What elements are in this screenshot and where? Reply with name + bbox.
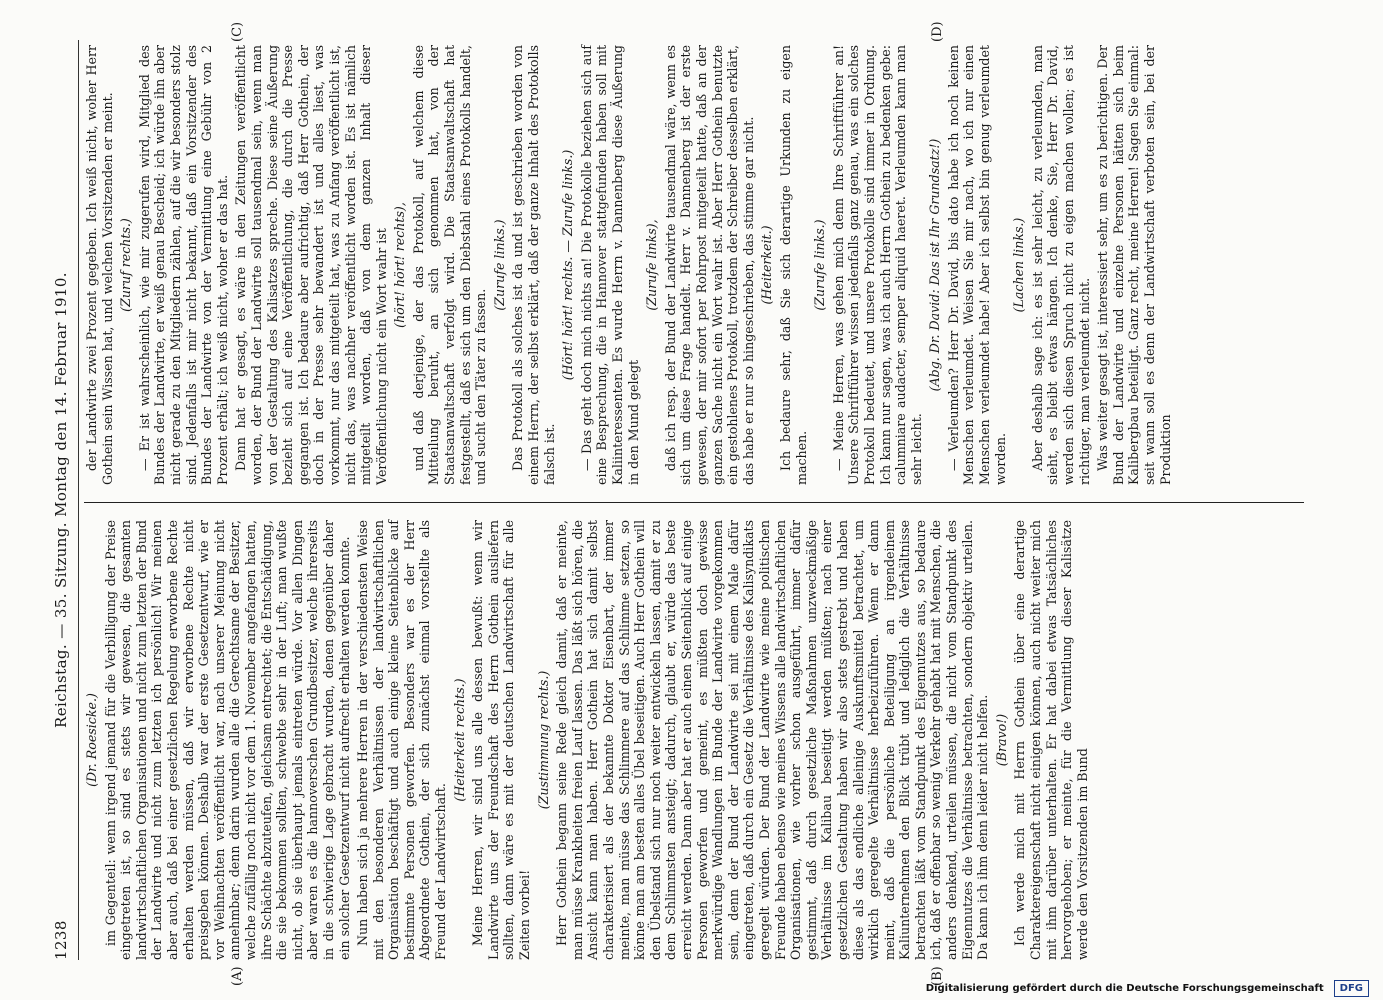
paragraph: daß ich resp. der Bund der Landwirte tausendmal wäre, wenn es sich um diese Frage handelt. Herr v. Dannenberg ist der erste gewesen, der mir sofort per Rohrpost mitgeteilt hatte, daß an der ganzen Sache nicht ein Wort wahr ist. Aber Herr Gothein benutzte ein gestohlenes Protokoll, trotzdem der Schreiber desselben erklärt, das habe er nur so hingeschrieben, das stimme gar nicht. (662, 45, 756, 485)
left-text-column (84, 520, 1304, 960)
interjection: (Abg. Dr. David: Das ist Ihr Grundsatz!) (927, 138, 943, 392)
credit-text: Digitalisierung gefördert durch die Deutsche Forschungsgemeinschaft (925, 982, 1324, 994)
interjection: (Zustimmung rechts.) (535, 670, 551, 810)
margin-letter-b: (B) (930, 966, 945, 986)
interjection: (Bravo!) (993, 713, 1009, 767)
paragraph: Aber deshalb sage ich: es ist sehr leicht, zu verleumden, man sieht, es bleibt etwas hängen. Ich denke, Sie, Herr Dr. David, werden sich diesen Spruch nicht zu eigen machen wollen; es ist richtiger, man verleumdet nicht. (1029, 45, 1092, 485)
paragraph: Ich bedaure sehr, daß Sie sich derartige Urkunden zu eigen machen. (777, 45, 809, 485)
paragraph: und daß derjenige, der das Protokoll, auf welchem diese Mitteilung beruht, an sich genommen hat, von der Staatsanwaltschaft verfolgt wird. Die Staatsanwaltschaft hat festgestellt, daß es sich um den Diebstahl eines Protokolls handelt, und sucht den Täter zu fassen. (410, 45, 489, 485)
paragraph: Dann hat er gesagt, es wäre in den Zeitungen veröffentlicht worden, der Bund der Landwirte soll tausendmal sein, wenn man von der Gestaltung des Kalisatzes spreche. Diese seine Äußerung bezieht sich auf eine Veröffentlichung, die durch die Presse gegangen ist. Ich bedaure aber aufrichtig, daß Herr Gothein, der doch in der Presse sehr bewandert ist und alles liest, was vorkommt, nur das mitgeteilt hat, was zu Anfang veröffentlicht ist, nicht das, was nachher veröffentlicht worden ist. Es ist nämlich mitgeteilt worden, daß von dem ganzen Inhalt dieser Veröffentlichung nicht ein Wort wahr ist (233, 45, 389, 485)
interjection: (Zuruf rechts.) (118, 218, 134, 312)
paragraph: — Verleumden? Herr Dr. David, bis dato habe ich noch keinen Menschen verleumdet. Weisen Sie mir nach, wo ich nur einen Menschen verleumdet habe! Aber ich selbst bin genug verleumdet worden. (945, 45, 1008, 485)
interjection: (Zurufe links.) (812, 219, 828, 311)
interjection: (Heiterkeit.) (759, 225, 775, 305)
margin-letter-c: (C) (230, 21, 245, 42)
paragraph: Herr Gothein begann seine Rede gleich damit, daß er meinte, man müsse Krankheiten freien Lauf lassen. Das läßt sich hören, die Ansicht kann man haben. Herr Gothein hat sich damit selbst charakterisiert als der bekannte Doktor Eisenbart, der immer meinte, man müsse das Schlimmere auf das Schlimme setzen, so könne man am besten alles Übel beseitigen. Auch Herr Gothein will den Übelstand sich nur noch weiter entwickeln lassen, damit er zu dem Schlimmsten ansteigt; dadurch, glaubt er, würde das beste erreicht werden. Dann aber hat er auch einen Seitenblick auf einige Personen geworfen und gemeint, es müßten doch gewisse merkwürdige Wandlungen im Bunde der Landwirte vorgekommen sein, denn der Bund der Landwirte sei mit einem Male dafür eingetreten, daß durch ein Gesetz die Verhältnisse des Kalisyndikats geregelt würden. Der Bund der Landwirte wie meine politischen Freunde haben ebenso wie meines Wissens alle landwirtschaftlichen Organisationen, wie vorher schon ausgeführt, immer dafür gestimmt, daß durch gesetzliche Maßnahmen unzweckmäßige Verhältnisse im Kalibau beseitigt werden müßten; nach einer gesetzlichen Gestaltung haben wir also stets gestrebt und haben diese als das endliche alleinige Auskunftsmittel betrachtet, um wirklich geregelte Verhältnisse herbeizuführen. Wenn er dann meint, daß die persönliche Beteiligung an irgendeinem Kaliunternehmen den Blick trübt und lediglich die Verhältnisse betrachten läßt vom Standpunkt des Eigennutzes aus, so bedaure ich, daß er offenbar so wenig Verkehr gehabt hat mit Menschen, die anders denkend, urteilen müssen, die nicht vom Standpunkt des Eigennutzes die Verhältnisse betrachten, sondern objektiv urteilen. Da kann ich ihm denn leider nicht helfen. (554, 519, 991, 960)
page-title: Reichstag. — 35. Sitzung. Montag den 14. Februar 1910. (52, 272, 70, 728)
digitization-credit (0, 976, 1383, 1000)
header-rule (78, 40, 79, 960)
paragraph: Meine Herren, wir sind uns alle dessen bewußt: wenn wir Landwirte uns der Freundschaft des Herrn Gothein ausliefern sollten, dann wäre es mit der deutschen Landwirtschaft für alle Zeiten vorbei! (470, 520, 533, 960)
dfg-logo: DFG (1334, 980, 1369, 997)
paragraph: Ich werde mich mit Herrn Gothein über eine derartige Charaktereigenschaft nicht einigen können, auch nicht weiter mich mit ihm darüber unterhalten. Er hat dabei etwas Tatsächliches hervorgehoben; er meinte, für die Vermittlung dieser Kalisätze werde den Vorsitzenden im Bund (1012, 520, 1090, 960)
interjection: (Lachen links.) (1011, 217, 1027, 313)
interjection: (Zurufe links), (644, 219, 660, 311)
margin-letter-d: (D) (930, 21, 945, 42)
paragraph: im Gegenteil: wenn irgend jemand für die Verbilligung der Preise eingetreten ist, so sind es stets wir gewesen, die gesamten landwirtschaftlichen Organisationen und nicht zum letzten der Bund der Landwirte und nicht zum letzten ich persönlich! Wir meinen aber auch, daß bei einer gesetzlichen Regelung erworbene Rechte erhalten werden müssen, daß wir erworbene Rechte nicht preisgeben können. Deshalb war der erste Gesetzentwurf, wie er vor Weihnachten veröffentlicht war, nach unserer Meinung nicht annehmbar; denn darin wurden alle die Gerechtsame der Besitzer, welche zufällig noch nicht vor dem 1. November angefangen hatten, ihre Schächte abzuteufen, gleichsam entrechtet; die Entschädigung, die sie bekommen sollten, schwebte sehr in der Luft; man wußte nicht, ob sie überhaupt jemals eintreten würde. Vor allen Dingen aber waren es die hannoverschen Grundbesitzer, welche ihrerseits in die schwierige Lage gebracht wurden, denen gegenüber daher ein solcher Gesetzentwurf nicht aufrecht erhalten werden konnte. (102, 520, 352, 960)
paragraph: Nun haben sich ja mehrere Herren in der verschiedensten Weise mit den besonderen Verhältnissen der landwirtschaftlichen Organisation beschäftigt und auch einige kleine Seitenblicke auf bestimmte Personen geworfen. Besonders war es der Herr Abgeordnete Gothein, der sich zunächst einmal vorstellte als Freund der Landwirtschaft. (355, 520, 449, 960)
paragraph: Was weiter gesagt ist, interessiert sehr, um es zu berichtigen. Der Bund der Landwirte und einzelne Personen hätten sich beim Kalibergbau beteiligt. Ganz recht, meine Herren! Sagen Sie einmal: seit wann soll es denn der Landwirtschaft verboten sein, bei der Produktion (1095, 45, 1173, 485)
paragraph: — Das geht doch mich nichts an! Die Protokolle beziehen sich auf eine Besprechung, die in Hannover stattgefunden haben soll mit Kaliinteressenten. Es wurde Herrn v. Dannenberg diese Äußerung in den Mund gelegt (578, 45, 641, 485)
margin-letter-a: (A) (230, 966, 245, 986)
page-number: 1238 (52, 920, 70, 960)
interjection: (hört! hört! rechts), (392, 202, 408, 328)
page-header (52, 40, 76, 960)
paragraph: der Landwirte zwei Prozent gegeben. Ich weiß nicht, woher Herr Gothein sein Wissen hat, und welchen Vorsitzenden er meint. (84, 45, 115, 485)
paragraph: — Er ist wahrscheinlich, wie mir zugerufen wird, Mitglied des Bundes der Landwirte, er weiß genau Bescheid; ich würde ihn aber nicht gerade zu den Mitgliedern zählen, auf die wir besonders stolz sind. Jedenfalls ist mir nicht bekannt, daß ein Vorsitzender des Bundes der Landwirte von der Vermittlung eine Gebühr von 2 Prozent erhält; ich weiß nicht, woher er das hat. (136, 45, 230, 485)
interjection: (Dr. Roesicke.) (84, 693, 99, 787)
column-divider (84, 502, 1304, 503)
right-text-column (84, 45, 1304, 485)
paragraph: Das Protokoll als solches ist da und ist geschrieben worden von einem Herrn, der selbst erklärt, daß der ganze Inhalt des Protokolls falsch ist. (510, 45, 557, 485)
interjection: (Zurufe links.) (491, 219, 507, 311)
interjection: (Hört! hört! rechts. — Zurufe links.) (560, 149, 576, 381)
paragraph: — Meine Herren, was gehen mich denn Ihre Schriftführer an! Unsere Schriftführer wissen jedenfalls ganz genau, was ein solches Protokoll bedeutet, und unsere Protokolle sind immer in Ordnung. Ich kann nur sagen, was ich auch Herrn Gothein zu bedenken gebe: calumniare audacter, semper aliquid haeret. Verleumden kann man sehr leicht. (830, 45, 924, 485)
interjection: (Heiterkeit rechts.) (451, 678, 467, 802)
